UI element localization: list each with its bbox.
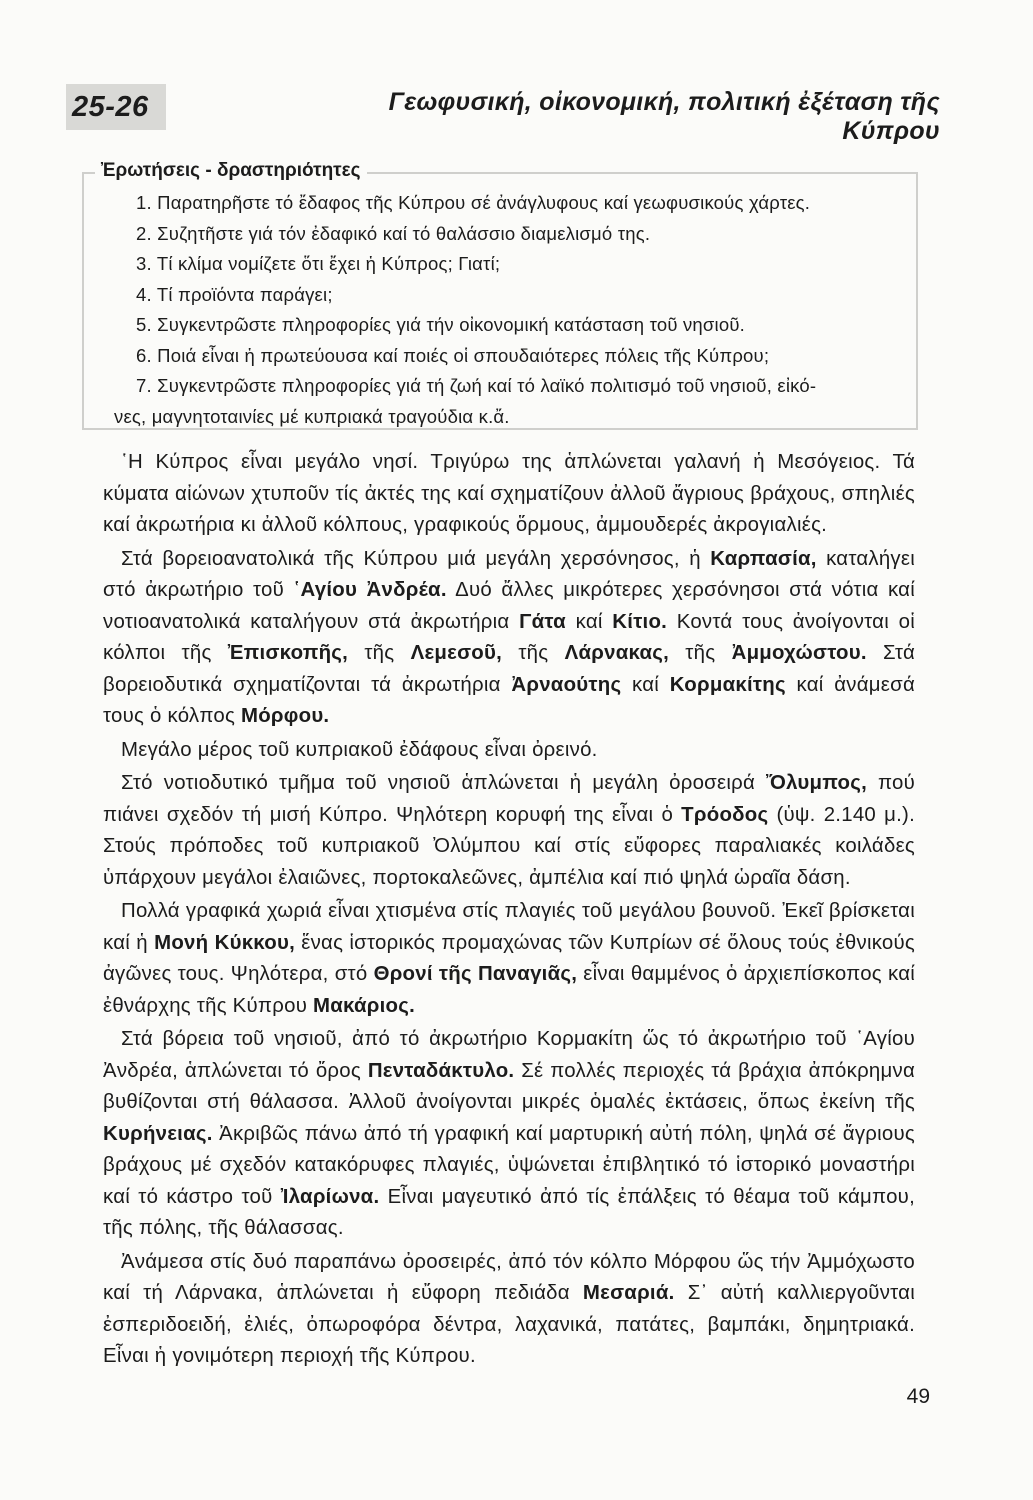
question-item: 6. Ποιά εἶναι ἡ πρωτεύουσα καί ποιές οἱ σπουδαιότερες πόλεις τῆς Κύπρου; (136, 344, 770, 366)
paragraph-7: Ἀνάμεσα στίς δυό παραπάνω ὀροσειρές, ἀπό τόν κόλπο Μόρφου ὥς τήν Ἀμμόχωστο καί τή Λάρνακα, ἁπλώνεται ἡ εὔφορη πεδιάδα Μεσαριά. Σ᾿ αὐτή καλλιεργοῦνται ἐσπεριδοειδή, ἐλιές, ὀπωροφόρα δέντρα, λαχανικά, πατάτες, βαμπάκι, δημητριακά. Εἶναι ἡ γονιμότερη περιοχή τῆς Κύπρου. (103, 1250, 915, 1367)
paragraph-6: Στά βόρεια τοῦ νησιοῦ, ἀπό τό ἀκρωτήριο Κορμακίτη ὥς τό ἀκρωτήριο τοῦ ῾Αγίου Ἀνδρέα, ἁπλώνεται τό ὄρος Πενταδάκτυλο. Σέ πολλές περιοχές τά βράχια ἀπόκρημνα βυθίζονται στή θάλασσα. Ἀλλοῦ ἀνοίγονται μικρές ὁμαλές ἐκτάσεις, ὅπως ἐκείνη τῆς Κυρήνειας. Ἀκριβῶς πάνω ἀπό τή γραφική καί μαρτυρική αὐτή πόλη, ψηλά σέ ἄγριους βράχους μέ σχεδόν κατακόρυφες πλαγιές, ὑψώνεται ἐπιβλητικό τό ἱστορικό μοναστήρι καί τό κάστρο τοῦ Ἰλαρίωνα. Εἶναι μαγευτικό ἀπό τίς ἐπάλξεις τό θέαμα τοῦ κάμπου, τῆς πόλης, τῆς θάλασσας. (103, 1028, 915, 1239)
paragraph-5: Πολλά γραφικά χωριά εἶναι χτισμένα στίς πλαγιές τοῦ μεγάλου βουνοῦ. Ἐκεῖ βρίσκεται καί ἡ Μονή Κύκκου, ἕνας ἱστορικός προμαχώνας τῶν Κυπρίων σέ ὅλους τούς ἐθνικούς ἀγῶνες τους. Ψηλότερα, στό Θρονί τῆς Παναγιᾶς, εἶναι θαμμένος ὁ ἀρχιεπίσκοπος καί ἐθνάρχης τῆς Κύπρου Μακάριος. (103, 900, 916, 1017)
question-item: 5. Συγκεντρῶστε πληροφορίες γιά τήν οἰκονομική κατάσταση τοῦ νησιοῦ. (136, 314, 745, 335)
place-arnaoutis: Ἀρναούτης (511, 673, 622, 696)
paragraph-2: Στά βορειοανατολικά τῆς Κύπρου μιά μεγάλη χερσόνησος, ἡ Καρπασία, καταλήγει στό ἀκρωτήριο τοῦ ῾Αγίου Ἀνδρέα. Δυό ἄλλες μικρότερες χερσόνησοι στά νότια καί νοτιοανατολικά καταλήγουν στά ἀκρωτήρια Γάτα καί Κίτιο. Κοντά τους ἀνοίγονται οἱ κόλποι τῆς Ἐπισκοπῆς, τῆς Λεμεσοῦ, τῆς Λάρνακας, τῆς Ἀμμοχώστου. Στά βορειοδυτικά σχηματίζονται τά ἀκρωτήρια Ἀρναούτης καί Κορμακίτης καί ἀνάμεσά τους ὁ κόλπος Μόρφου. (103, 547, 916, 727)
place-mesaria: Μεσαριά. (582, 1282, 675, 1304)
question-item: 2. Συζητῆστε γιά τόν ἐδαφικό καί τό θαλάσσιο διαμελισμό της. (136, 222, 651, 244)
person-makarios: Μακάριος. (313, 994, 416, 1017)
place-gata: Γάτα (519, 610, 566, 633)
page-number: 49 (906, 1385, 930, 1408)
paragraph-1: ῾Η Κύπρος εἶναι μεγάλο νησί. Τριγύρω της ἁπλώνεται γαλανή ἡ Μεσόγειος. Τά κύματα αἰώνων χτυποῦν τίς ἀκτές της καί σχηματίζουν ἀλλοῦ ἄγριους βράχους, σπηλιές καί ἀκρωτήρια κι ἀλλοῦ κόλπους, γραφικούς ὅρμους, ἀμμουδερές ἀκρογιαλιές. (103, 451, 915, 536)
place-moni-kykkou: Μονή Κύκκου, (154, 931, 295, 954)
place-pentadaktylo: Πενταδάκτυλο. (367, 1059, 515, 1082)
place-lemesos: Λεμεσοῦ, (410, 642, 503, 664)
place-episkopi: Ἐπισκοπῆς, (227, 642, 349, 664)
paragraph-4: Στό νοτιοδυτικό τμῆμα τοῦ νησιοῦ ἁπλώνεται ἡ μεγάλη ὀροσειρά Ὄλυμπος, πού πιάνει σχεδόν τή μισή Κύπρο. Ψηλότερη κορυφή της εἶναι ὁ Τρόοδος (ὑψ. 2.140 μ.). Στούς πρόποδες τοῦ κυπριακοῦ Ὀλύμπου καί στίς εὔφορες παραλιακές κοιλάδες ὑπάρχουν μεγάλοι ἐλαιῶνες, πορτοκαλεῶνες, ἀμπέλια καί πιό ψηλά ὡραῖα δάση. (103, 772, 915, 889)
question-item: 7. Συγκεντρῶστε πληροφορίες γιά τή ζωή καί τό λαϊκό πολιτισμό τοῦ νησιοῦ, εἰκό- (136, 375, 817, 396)
questions-title: Ἐρωτήσεις - δραστηριότητες (95, 157, 367, 185)
place-throni: Θρονί τῆς Παναγιᾶς, (373, 963, 578, 985)
place-larnaka: Λάρνακας, (564, 642, 669, 664)
place-ammochostos: Ἀμμοχώστου. (731, 642, 867, 664)
questions-list (114, 188, 906, 432)
chapter-number: 25-26 (66, 84, 166, 130)
place-kitio: Κίτιο. (612, 610, 668, 633)
place-karpasia: Καρπασία, (710, 547, 817, 570)
place-kyrenia: Κυρήνειας. (103, 1122, 213, 1145)
question-item: 3. Τί κλίμα νομίζετε ὅτι ἔχει ἡ Κύπρος; Γιατί; (136, 253, 501, 274)
paragraph-3: Μεγάλο μέρος τοῦ κυπριακοῦ ἐδάφους εἶναι ὀρεινό. (121, 738, 598, 761)
questions-box (82, 160, 918, 430)
place-kormakitis: Κορμακίτης (669, 673, 786, 696)
question-item: 4. Τί προϊόντα παράγει; (136, 283, 333, 305)
chapter-title: Γεωφυσική, οἰκονομική, πολιτική ἐξέταση τῆς Κύπρου (388, 88, 940, 145)
place-troodos: Τρόοδος (681, 803, 769, 826)
place-ilarionas: Ἰλαρίωνα. (280, 1185, 380, 1208)
place-olympos: Ὄλυμπος, (766, 772, 867, 794)
question-item-continuation: νες, μαγνητοταινίες μέ κυπριακά τραγούδια κ.ἄ. (114, 405, 510, 427)
question-item: 1. Παρατηρῆστε τό ἔδαφος τῆς Κύπρου σέ ἀνάγλυφους καί γεωφυσικούς χάρτες. (136, 192, 811, 213)
place-morfou: Μόρφου. (240, 705, 330, 727)
body-text (103, 447, 915, 1373)
place-agios-andreas: ῾Αγίου Ἀνδρέα. (293, 579, 447, 601)
